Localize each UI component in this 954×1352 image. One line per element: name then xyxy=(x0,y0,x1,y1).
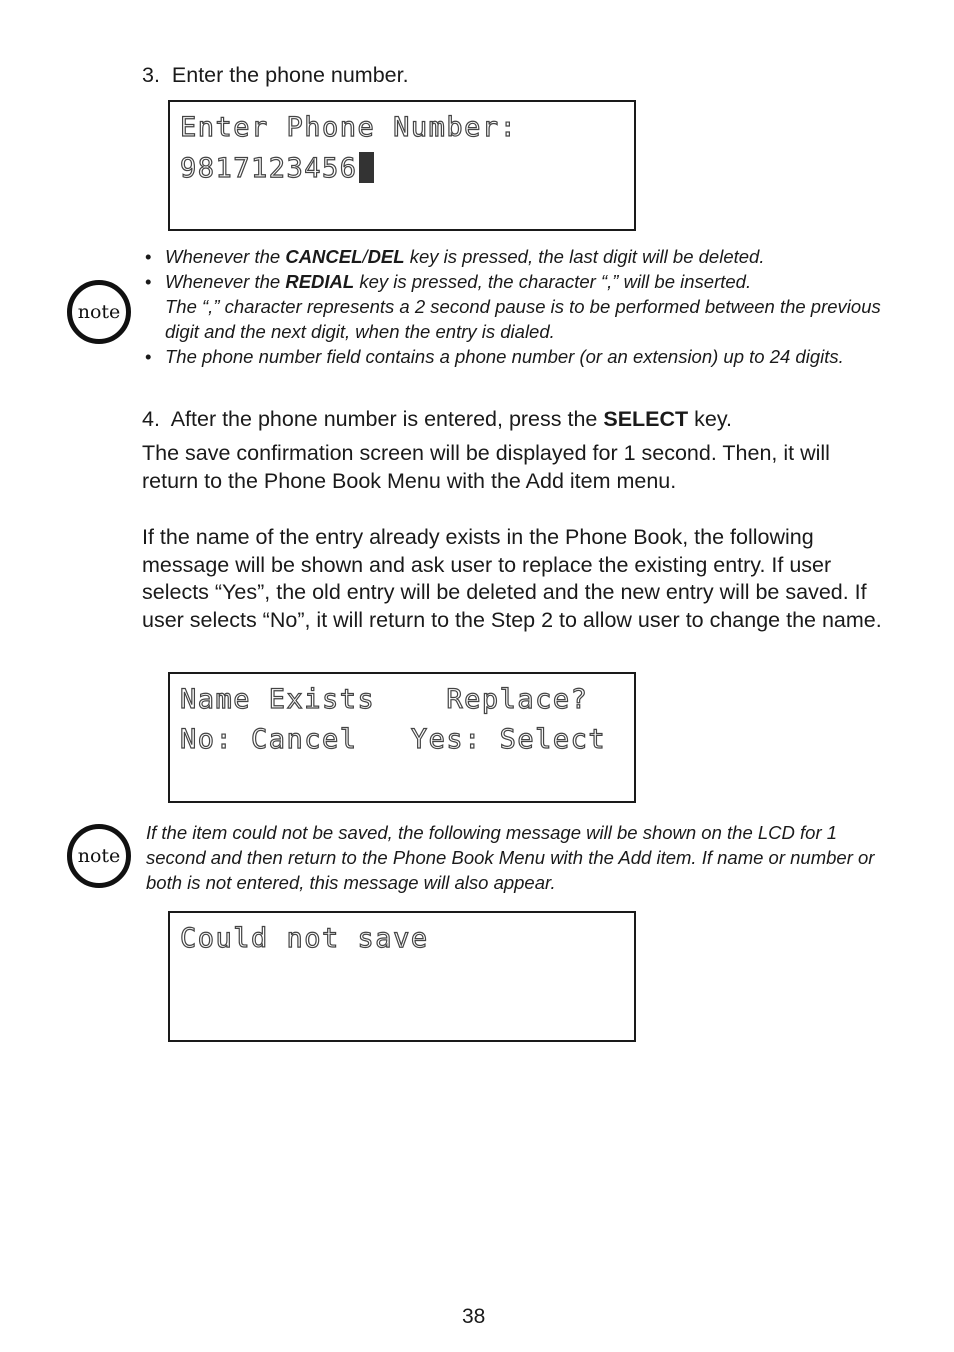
lcd-line-2: No: Cancel Yes: Select xyxy=(180,724,607,755)
key-select: SELECT xyxy=(603,407,689,431)
lcd-display-enter-number xyxy=(168,100,636,231)
note-item: • Whenever the CANCEL/DEL key is pressed, the last digit will be deleted. xyxy=(145,246,765,267)
note-item: • The phone number field contains a phone number (or an extension) up to 24 digits. xyxy=(145,346,844,367)
lcd-line-1: Enter Phone Number: xyxy=(180,112,518,143)
paragraph-confirmation: The save confirmation screen will be displayed for 1 second. Then, it will return to the Phone Book Menu with the Add item menu. xyxy=(142,441,830,493)
note-item: • Whenever the REDIAL key is pressed, the character “,” will be inserted. The “,” character represents a 2 second pause is to be performed between the previous digit and the next digit, when the entry is dialed. xyxy=(145,271,881,342)
page-number: 38 xyxy=(462,1305,486,1328)
key-cancel: CANCEL xyxy=(285,246,363,267)
lcd-cursor xyxy=(359,152,374,183)
key-del: DEL xyxy=(367,246,405,267)
step-number: 4. xyxy=(142,407,160,431)
note-list xyxy=(143,244,903,369)
step-number: 3. xyxy=(142,63,160,87)
lcd-display-name-exists xyxy=(168,672,636,803)
lcd-display-could-not-save xyxy=(168,911,636,1042)
note-icon: note xyxy=(67,824,131,888)
step-text: Enter the phone number. xyxy=(171,63,409,87)
lcd-line-1: Name Exists Replace? xyxy=(180,684,589,715)
lcd-line-1: Could not save xyxy=(180,923,429,954)
step-4: 4. After the phone number is entered, press the SELECT key. xyxy=(142,407,732,431)
paragraph-name-exists: If the name of the entry already exists in the Phone Book, the following message will be shown and ask user to replace the existing entry. If user selects “Yes”, the old entry will be deleted and the new entry will be saved. If user selects “No”, it will return to the Step 2 to allow user to change the name. xyxy=(142,525,882,632)
lcd-line-2 xyxy=(180,152,374,184)
note-icon: note xyxy=(67,280,131,344)
key-redial: REDIAL xyxy=(285,271,355,292)
step-3 xyxy=(142,62,409,90)
lcd-phone-number: 9817123456 xyxy=(180,153,358,184)
note-could-not-save: If the item could not be saved, the following message will be shown on the LCD for 1 second and then return to the Phone Book Menu with the Add item. If name or number or both is not entered, this message will also appear. xyxy=(146,822,875,893)
